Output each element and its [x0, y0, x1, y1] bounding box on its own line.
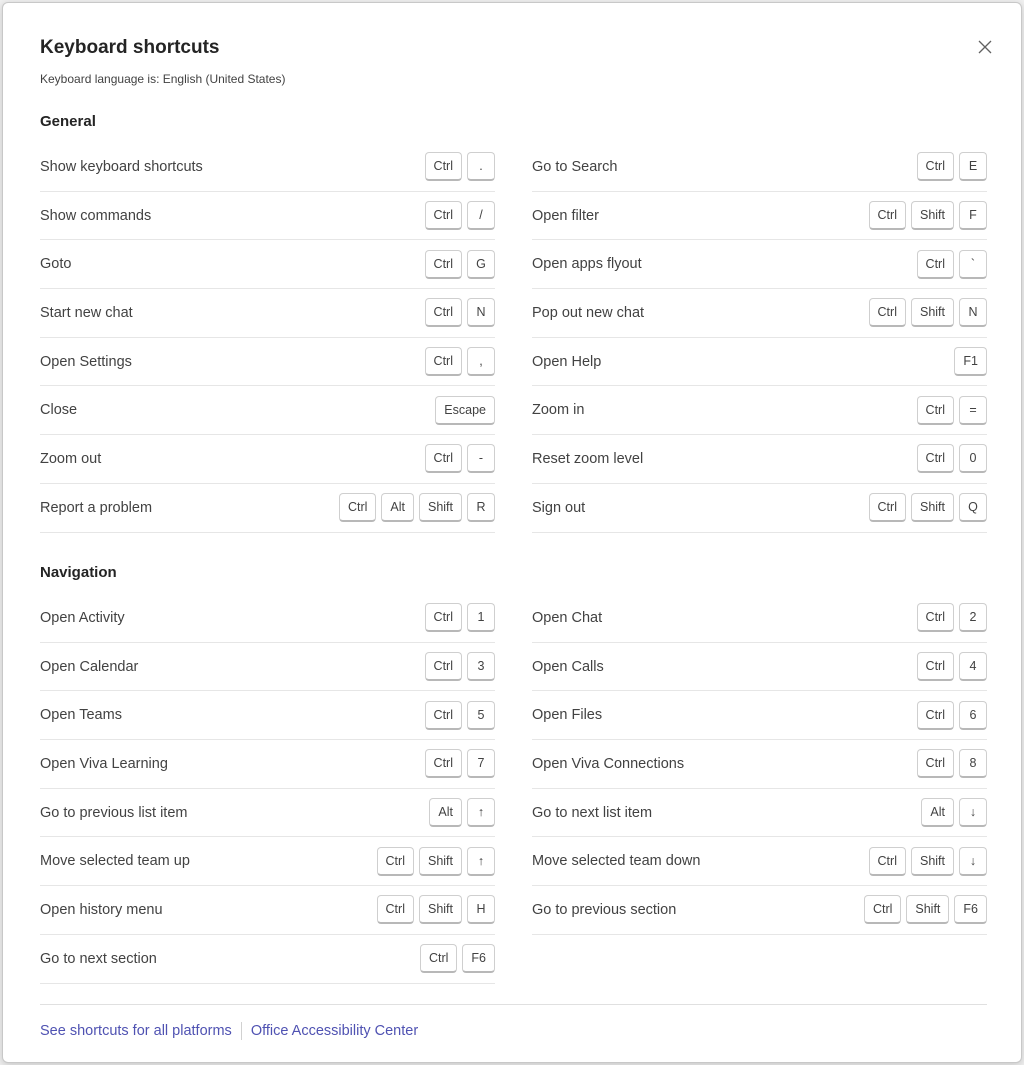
- shortcut-label: Show commands: [40, 207, 152, 224]
- shortcut-row: [532, 484, 987, 533]
- shortcut-row: [532, 143, 987, 192]
- keycap: Ctrl: [917, 152, 954, 181]
- keycap: Ctrl: [425, 749, 462, 778]
- keycap: Ctrl: [917, 396, 954, 425]
- keycap: Ctrl: [869, 493, 906, 522]
- shortcut-label: Zoom in: [532, 402, 585, 419]
- keycap: Ctrl: [420, 944, 457, 973]
- shortcut-row: [532, 386, 987, 435]
- keycap: Shift: [906, 895, 949, 924]
- keycap: Alt: [921, 798, 954, 827]
- key-combination: [917, 749, 987, 778]
- keycap: ↑: [467, 798, 495, 827]
- keycap: F: [959, 201, 987, 230]
- keycap: Ctrl: [425, 250, 462, 279]
- key-combination: [425, 152, 495, 181]
- keycap: Q: [959, 493, 987, 522]
- shortcut-label: Go to previous section: [532, 901, 677, 918]
- keycap: Ctrl: [425, 201, 462, 230]
- shortcut-row: [40, 837, 495, 886]
- keycap: F1: [954, 347, 987, 376]
- keycap: -: [467, 444, 495, 473]
- key-combination: [864, 895, 987, 924]
- keycap: N: [467, 298, 495, 327]
- keycap: Ctrl: [425, 298, 462, 327]
- keycap: N: [959, 298, 987, 327]
- shortcut-row: [532, 289, 987, 338]
- shortcut-label: Go to next list item: [532, 804, 653, 821]
- shortcut-row: [532, 643, 987, 692]
- keyboard-shortcuts-dialog: [2, 2, 1022, 1063]
- keycap: ,: [467, 347, 495, 376]
- shortcut-label: Open Help: [532, 353, 602, 370]
- keycap: 0: [959, 444, 987, 473]
- shortcut-label: Goto: [40, 256, 72, 273]
- keycap: Ctrl: [425, 701, 462, 730]
- shortcut-row: [40, 643, 495, 692]
- general-shortcuts-grid: [40, 143, 987, 533]
- keycap: ↓: [959, 798, 987, 827]
- keycap: Ctrl: [377, 895, 414, 924]
- keycap: R: [467, 493, 495, 522]
- keycap: Shift: [911, 298, 954, 327]
- shortcut-label: Start new chat: [40, 304, 133, 321]
- section-heading-general: General: [40, 113, 96, 130]
- shortcut-label: Pop out new chat: [532, 304, 645, 321]
- keycap: Ctrl: [425, 152, 462, 181]
- keycap: 6: [959, 701, 987, 730]
- shortcut-row: [532, 691, 987, 740]
- keycap: Ctrl: [339, 493, 376, 522]
- shortcut-row: [40, 435, 495, 484]
- shortcut-row: [40, 338, 495, 387]
- key-combination: [425, 701, 495, 730]
- keycap: G: [467, 250, 495, 279]
- footer-divider: [241, 1022, 242, 1040]
- key-combination: [435, 396, 495, 425]
- shortcut-label: Go to next section: [40, 950, 157, 967]
- shortcut-label: Close: [40, 402, 78, 419]
- keycap: ↓: [959, 847, 987, 876]
- keycap: F6: [954, 895, 987, 924]
- keycap: 4: [959, 652, 987, 681]
- keycap: 8: [959, 749, 987, 778]
- dialog-title: Keyboard shortcuts: [40, 37, 220, 58]
- section-heading-navigation: Navigation: [40, 564, 117, 581]
- shortcut-row: [40, 886, 495, 935]
- key-combination: [425, 298, 495, 327]
- shortcut-row: [40, 789, 495, 838]
- shortcut-row: [40, 935, 495, 984]
- key-combination: [869, 847, 987, 876]
- office-accessibility-center-link[interactable]: Office Accessibility Center: [250, 1023, 419, 1039]
- close-button[interactable]: [973, 35, 997, 59]
- keycap: Ctrl: [917, 250, 954, 279]
- shortcut-label: Open apps flyout: [532, 256, 642, 273]
- shortcut-label: Open history menu: [40, 901, 163, 918]
- keycap: 2: [959, 603, 987, 632]
- keycap: Shift: [419, 847, 462, 876]
- key-combination: [954, 347, 987, 376]
- key-combination: [425, 444, 495, 473]
- keycap: Shift: [419, 895, 462, 924]
- shortcut-label: Show keyboard shortcuts: [40, 158, 203, 175]
- key-combination: [917, 603, 987, 632]
- keycap: 3: [467, 652, 495, 681]
- keycap: Ctrl: [869, 847, 906, 876]
- keycap: Ctrl: [917, 749, 954, 778]
- shortcut-row: [532, 240, 987, 289]
- key-combination: [420, 944, 495, 973]
- shortcut-label: Reset zoom level: [532, 450, 644, 467]
- shortcut-label: Move selected team up: [40, 853, 190, 870]
- shortcut-label: Open Teams: [40, 707, 122, 724]
- keycap: Ctrl: [917, 701, 954, 730]
- shortcut-row: [40, 691, 495, 740]
- shortcut-label: Open Activity: [40, 609, 125, 626]
- shortcut-row: [532, 192, 987, 241]
- keycap: Shift: [911, 201, 954, 230]
- shortcut-label: Open Chat: [532, 609, 603, 626]
- key-combination: [425, 749, 495, 778]
- shortcut-label: Move selected team down: [532, 853, 701, 870]
- keyboard-language-text: Keyboard language is: English (United States): [40, 72, 286, 86]
- keycap: Ctrl: [864, 895, 901, 924]
- keycap: ↑: [467, 847, 495, 876]
- keycap: Ctrl: [425, 652, 462, 681]
- empty-cell: [532, 935, 987, 984]
- shortcut-row: [532, 789, 987, 838]
- key-combination: [339, 493, 495, 522]
- key-combination: [921, 798, 987, 827]
- shortcut-row: [40, 386, 495, 435]
- key-combination: [429, 798, 495, 827]
- keycap: =: [959, 396, 987, 425]
- keycap: Ctrl: [917, 652, 954, 681]
- keycap: E: [959, 152, 987, 181]
- keycap: Shift: [419, 493, 462, 522]
- key-combination: [425, 201, 495, 230]
- keycap: Ctrl: [917, 444, 954, 473]
- shortcut-row: [532, 886, 987, 935]
- keycap: H: [467, 895, 495, 924]
- key-combination: [425, 347, 495, 376]
- key-combination: [917, 444, 987, 473]
- keycap: `: [959, 250, 987, 279]
- key-combination: [917, 701, 987, 730]
- key-combination: [425, 250, 495, 279]
- keycap: Ctrl: [917, 603, 954, 632]
- shortcut-row: [40, 740, 495, 789]
- shortcut-label: Go to previous list item: [40, 804, 188, 821]
- keycap: Ctrl: [869, 201, 906, 230]
- key-combination: [917, 652, 987, 681]
- key-combination: [869, 298, 987, 327]
- navigation-shortcuts-grid: [40, 594, 987, 984]
- keycap: Alt: [429, 798, 462, 827]
- shortcut-label: Open filter: [532, 207, 599, 224]
- key-combination: [917, 396, 987, 425]
- shortcut-row: [40, 594, 495, 643]
- shortcut-row: [40, 240, 495, 289]
- shortcut-row: [532, 338, 987, 387]
- shortcut-label: Zoom out: [40, 450, 102, 467]
- shortcut-row: [40, 484, 495, 533]
- keycap: Ctrl: [377, 847, 414, 876]
- shortcut-label: Open Files: [532, 707, 603, 724]
- keycap: Shift: [911, 493, 954, 522]
- keycap: .: [467, 152, 495, 181]
- shortcut-label: Report a problem: [40, 499, 153, 516]
- shortcut-row: [532, 837, 987, 886]
- keycap: 7: [467, 749, 495, 778]
- close-icon: [977, 39, 993, 55]
- shortcut-row: [532, 435, 987, 484]
- keycap: 5: [467, 701, 495, 730]
- keycap: Alt: [381, 493, 414, 522]
- shortcut-label: Open Calendar: [40, 658, 139, 675]
- keycap: Ctrl: [425, 603, 462, 632]
- keycap: Shift: [911, 847, 954, 876]
- key-combination: [869, 201, 987, 230]
- keycap: Ctrl: [425, 347, 462, 376]
- dialog-footer: [40, 1004, 987, 1040]
- key-combination: [917, 152, 987, 181]
- keycap: Ctrl: [869, 298, 906, 327]
- shortcut-row: [532, 594, 987, 643]
- shortcut-label: Open Viva Connections: [532, 755, 685, 772]
- keycap: /: [467, 201, 495, 230]
- keycap: Ctrl: [425, 444, 462, 473]
- shortcut-row: [40, 143, 495, 192]
- keycap: Escape: [435, 396, 495, 425]
- shortcut-label: Open Viva Learning: [40, 755, 168, 772]
- key-combination: [917, 250, 987, 279]
- see-all-platforms-link[interactable]: See shortcuts for all platforms: [40, 1023, 232, 1039]
- keycap: F6: [462, 944, 495, 973]
- key-combination: [377, 895, 495, 924]
- shortcut-row: [40, 289, 495, 338]
- shortcut-row: [532, 740, 987, 789]
- shortcut-label: Open Calls: [532, 658, 604, 675]
- shortcut-label: Open Settings: [40, 353, 132, 370]
- key-combination: [425, 652, 495, 681]
- key-combination: [377, 847, 495, 876]
- keycap: 1: [467, 603, 495, 632]
- shortcut-label: Go to Search: [532, 158, 618, 175]
- shortcut-row: [40, 192, 495, 241]
- key-combination: [869, 493, 987, 522]
- key-combination: [425, 603, 495, 632]
- shortcut-label: Sign out: [532, 499, 586, 516]
